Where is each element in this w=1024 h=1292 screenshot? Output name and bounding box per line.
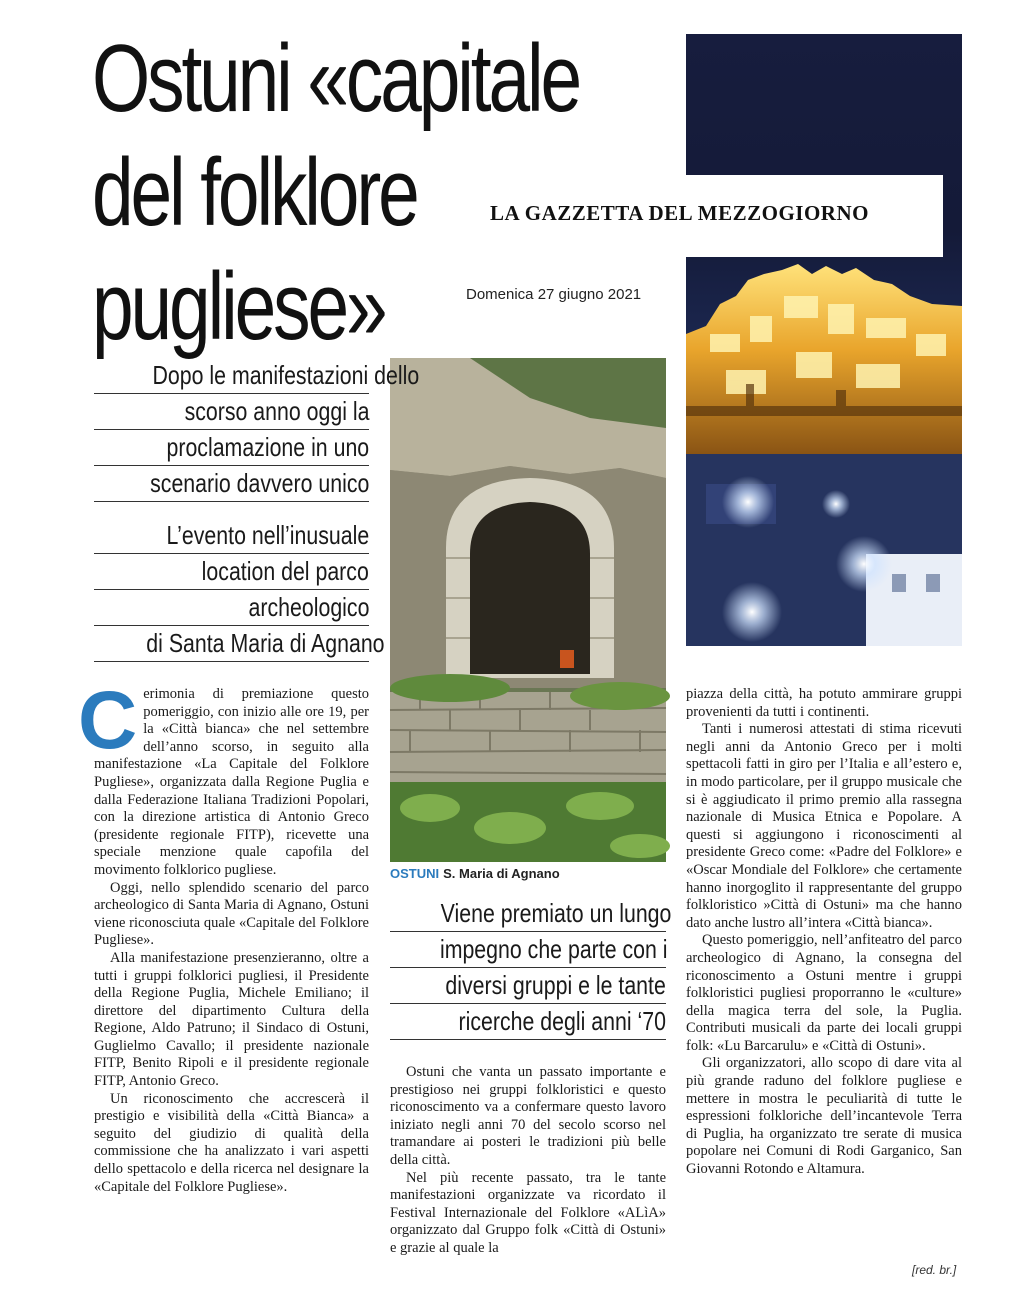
newspaper-masthead: LA GAZZETTA DEL MEZZOGIORNO <box>490 201 869 225</box>
subhead-line: impegno che parte con i <box>439 934 668 964</box>
paragraph-text: erimonia di premiazione questo pomeriggio, con inizio alle ore 19, per la «Città bianca» che nel settembre dell’anno scorso, in seguito alla manifestazione «La Capitale del Folklore Pugliese», organizzata dalla Regione Puglia e dalla Federazione Italiana Tradizioni Popolari, con la direzione artistica di Antonio Greco (presidente regionale FITP), ricevette una speciale menzione quale capofila del movimento folklorico pugliese. <box>94 686 369 878</box>
subhead-third <box>390 896 672 1040</box>
subhead-line: ricerche degli anni ‘70 <box>458 1006 666 1036</box>
photo-caption <box>390 866 560 881</box>
article-paragraph: Oggi, nello splendido scenario del parco archeologico di Santa Maria di Agnano, Ostuni viene riconosciuta quale «Capitale del Folklore Pugliese». <box>94 879 369 949</box>
article-paragraph: Ostuni che vanta un passato importante e prestigioso nei gruppi folkloristici e questo riconoscimento va a confermare questo lavoro iniziato negli anni 70 del secolo scorso nel tramandare ai posteri le tradizioni più belle della città. <box>390 1064 666 1168</box>
cave-photo <box>390 358 666 862</box>
author-signature: [red. br.] <box>912 1263 957 1277</box>
headline-line: del folklore <box>92 139 417 246</box>
subhead-second <box>94 518 385 662</box>
subhead-line: Dopo le manifestazioni dello <box>152 360 420 390</box>
subhead-line: location del parco <box>201 556 369 586</box>
subhead-line: di Santa Maria di Agnano <box>146 628 385 658</box>
subhead-line: Viene premiato un lungo <box>440 898 672 928</box>
headline-line: pugliese» <box>92 253 385 360</box>
subhead-line: scenario davvero unico <box>149 468 369 498</box>
ostuni-night-photo <box>686 34 962 646</box>
article-column-2 <box>390 1064 666 1258</box>
article-column-3 <box>686 686 962 1179</box>
night-photo-graphic <box>686 34 962 646</box>
headline <box>92 22 580 364</box>
subhead-line: proclamazione in uno <box>166 432 369 462</box>
caption-place: S. Maria di Agnano <box>443 866 560 881</box>
article-paragraph: Gli organizzatori, allo scopo di dare vita al più grande raduno del folklore pugliese e mettere in mostra le peculiarità di tutte le espressioni folkloriche dell’incantevole Terra di Puglia, ha organizzato tre serate di musica popolare nei Comuni di Rodi Garganico, San Giovanni Rotondo e Altamura. <box>686 1055 962 1178</box>
headline-line: Ostuni «capitale <box>92 25 580 132</box>
subhead-line: archeologico <box>248 592 369 622</box>
drop-cap: C <box>78 675 138 766</box>
subhead-first <box>94 358 420 502</box>
caption-city: OSTUNI <box>390 866 440 881</box>
publication-date: Domenica 27 giugno 2021 <box>466 286 642 303</box>
article-paragraph: Questo pomeriggio, nell’anfiteatro del parco archeologico di Agnano, la consegna del riconoscimento a Ostuni mentre i gruppi folkloristici pugliesi proporranno le «culture» della magica terra del sole, la Puglia. Contributi musicali da parte dei locali gruppi folk: «Lu Barcarulu» e «Città di Ostuni». <box>686 932 962 1054</box>
article-paragraph: Alla manifestazione presenzieranno, oltre a tutti i gruppi folklorici pugliesi, il Presidente della Regione Puglia, Michele Emiliano; il direttore del dipartimento Cultura della Regione, Aldo Patruno; il Sindaco di Ostuni, Guglielmo Cavallo; il presidente nazionale FITP, Benito Ripoli e il presidente regionale FITP, Antonio Greco. <box>94 949 369 1090</box>
subhead-line: scorso anno oggi la <box>184 396 369 426</box>
cave-photo-graphic <box>390 358 666 862</box>
article-paragraph: Tanti i numerosi attestati di stima ricevuti negli anni da Antonio Greco per i molti spettacoli fatti in giro per l’Italia e all’estero e, in modo particolare, per il gruppo musicale che si è aggiudicato il primo premio alla rassegna nazionale di Musica Etnica e Popolare. A questi si aggiungono i riconoscimenti al presidente Greco come: «Padre del Folklore» e «Oscar Mondiale del Folklore» che certamente hanno inorgoglito il rappresentante del gruppo folkloristico »Città di Ostuni» ma che hanno dato anche lustro all’intera «Città bianca». <box>686 721 962 931</box>
article-paragraph: Un riconoscimento che accrescerà il prestigio e visibilità della «Città Bianca» a seguito del giudizio di qualità della commissione che ha analizzato i vari aspetti dello spettacolo e della ricerca nel designare la «Capitale del Folklore Pugliese». <box>94 1090 369 1195</box>
subhead-line: L’evento nell’inusuale <box>166 520 369 550</box>
subhead-line: diversi gruppi e le tante <box>445 970 666 1000</box>
article-paragraph: piazza della città, ha potuto ammirare gruppi provenienti da tutti i continenti. <box>686 686 962 720</box>
article-column-1 <box>78 675 369 1196</box>
article-paragraph: Nel più recente passato, tra le tante manifestazioni organizzate va ricordato il Festival Internazionale del Folklore «ALìA» organizzato dal Gruppo folk «Città di Ostuni» e grazie al quale la <box>390 1169 666 1256</box>
article-paragraph <box>78 675 369 880</box>
